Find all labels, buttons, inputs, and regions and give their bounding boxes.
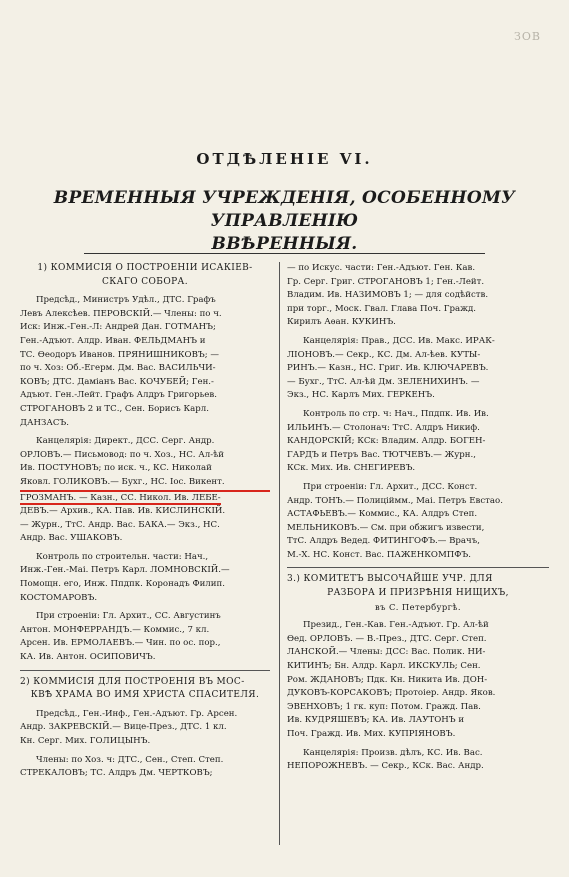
text-line: СТРОГАНОВЪ 2 и ТС., Сен. Борисъ Карл. — [20, 403, 209, 414]
text-line: МЕЛЬНИКОВЪ.— См. при обжигъ извести, — [287, 522, 485, 533]
text-line: Левъ Алексѣев. ПЕРОВСКІЙ.— Члены: по ч. — [20, 308, 222, 319]
text-line: Арсен. Ив. ЕРМОЛАЕВЪ.— Чин. по ос. пор., — [20, 638, 221, 649]
heading-line: 1) КОММИСІЯ О ПОСТРОЕНІИ ИСАКІЕВ- — [37, 263, 253, 273]
paragraph-control-2 — [287, 408, 549, 476]
text-line: — Журн., ТтС. Андр. Вас. БАКА.— Экз., НС. — [20, 519, 220, 530]
text-line: Предсѣд., Министръ Удѣл., ДТС. Графъ — [36, 295, 216, 306]
main-title — [30, 187, 539, 256]
text-line: ИЛЬИНЪ.— Столонач: ТтС. Алдръ Никиф. — [287, 422, 480, 433]
text-line: КОСТОМАРОВЪ. — [20, 592, 98, 603]
text-line: — по Искус. части: Ген.-Адъют. Ген. Кав. — [287, 263, 476, 273]
text-line: Помощн. его, Инж. Ппдпк. Коронадъ Филип. — [20, 579, 225, 590]
text-line: Поч. Гражд. Ив. Мих. КУПРІЯНОВЪ. — [287, 729, 456, 739]
text-line: Презид., Ген.-Кав. Ген.-Адъют. Гр. Ал-ѣй — [303, 620, 489, 631]
heading-subline: въ С. Петербургѣ. — [375, 601, 461, 612]
text-line: Предсѣд., Ген.-Инф., Ген.-Адъют. Гр. Арсен. — [36, 708, 238, 719]
section-rule — [20, 670, 270, 671]
text-line: КА. Ив. Антон. ОСИПОВИЧЪ. — [20, 652, 156, 663]
text-line: Кирилъ Аѳан. КУКИНЪ. — [287, 317, 396, 328]
text-line: Андр. ТОНЪ.— Полиціймм., Маі. Петръ Евстао. — [287, 495, 503, 506]
text-line: Ѳед. ОРЛОВЪ. — В.-През., ДТС. Серг. Степ. — [287, 633, 487, 644]
page-number: ЗОВ — [514, 30, 541, 43]
paragraph-members-2 — [20, 754, 270, 781]
text-line: Ив. КУДРЯШЕВЪ; КА. Ив. ЛАУТОНЪ и — [287, 715, 465, 726]
text-line: Ром. ЖДАНОВЪ; Пдк. Кн. Никита Ив. ДОН- — [287, 674, 488, 685]
text-line: Канцелярія: Прав., ДСС. Ив. Макс. ИРАК- — [303, 335, 495, 346]
paragraph-committee-members — [287, 619, 549, 741]
text-line: Андр. Вас. УШАКОВЪ. — [20, 533, 123, 544]
text-line: ДАНЗАСЪ. — [20, 417, 69, 428]
text-line: КСк. Мих. Ив. СНЕГИРЕВЪ. — [287, 463, 416, 474]
text-line: Иск: Инж.-Ген.-Л: Андрей Дан. ГОТМАНЪ; — [20, 322, 216, 333]
paragraph-art-part — [287, 262, 549, 330]
text-line: — Бухг., ТтС. Ал-ѣй Дм. ЗЕЛЕНИХИНЪ. — — [287, 376, 480, 387]
text-line: Антон. МОНФЕРРАНДЪ.— Коммис., 7 кл. — [20, 624, 210, 635]
text-line: Гр. Серг. Григ. СТРОГАНОВЪ 1; Ген.-Лейт. — [287, 276, 485, 287]
column-divider — [279, 262, 280, 845]
text-line: ГАРДЪ и Петръ Вас. ТЮТЧЕВЪ.— Журн., — [287, 449, 476, 460]
text-line: Кн. Серг. Мих. ГОЛИЦЫНЪ. — [20, 736, 151, 746]
text-line: ЭВЕНХОВЪ; 1 гк. куп: Потом. Гражд. Пав. — [287, 701, 481, 712]
paragraph-chancellery — [20, 435, 270, 546]
text-line: КОВЪ; ДТС. Даміанъ Вас. КОЧУБЕЙ; Ген.- — [20, 376, 214, 387]
text-line: Канцелярія: Произв. дѣлъ, КС. Ив. Вас. — [303, 747, 483, 758]
text-line: Андр. ЗАКРЕВСКІЙ.— Вице-През., ДТС. 1 кл. — [20, 722, 227, 733]
text-line: ДУКОВЪ-КОРСАКОВЪ; Протоіер. Андр. Яков. — [287, 688, 496, 699]
text-line: Ив. ПОСТУНОВЪ; по иск. ч., КС. Николай — [20, 463, 212, 474]
text-line: КАНДОРСКІЙ; КСк: Владим. Алдр. БОГЕН- — [287, 436, 486, 447]
heading-line: 3.) КОМИТЕТЪ ВЫСОЧАЙШЕ УЧР. ДЛЯ — [287, 574, 493, 585]
left-column — [20, 262, 270, 781]
text-line: Владим. Ив. НАЗИМОВЪ 1; — для содѣйств. — [287, 290, 489, 301]
text-line: АСТАФЬЕВЪ.— Коммис., КА. Алдръ Степ. — [287, 509, 478, 520]
commission-1-heading — [20, 262, 270, 289]
text-line: НЕПОРОЖНЕВЪ. — Секр., КСк. Вас. Андр. — [287, 761, 484, 772]
paragraph-construction-2 — [287, 481, 549, 563]
heading-line: 2) КОММИСІЯ ДЛЯ ПОСТРОЕНІЯ ВЪ МОС- — [20, 676, 245, 687]
underlined-line-grozman — [20, 492, 270, 506]
text-line: КИТИНЪ; Бн. Алдр. Карл. ИКСКУЛЬ; Сен. — [287, 661, 481, 672]
text-line: ТтС. Алдръ Ведед. ФИТИНГОФЪ.— Врачъ, — [287, 536, 480, 547]
section-rule — [287, 567, 549, 568]
heading-line: РАЗБОРА И ПРИЗРѢНІЯ НИЩИХЪ, — [327, 588, 509, 599]
text-line: РИНЪ.— Казн., НС. Григ. Ив. КЛЮЧАРЕВЪ. — [287, 363, 489, 374]
text-line: ЛАНСКОЙ.— Члены: ДСС: Вас. Полик. НИ- — [287, 647, 486, 658]
highlight-grozman: ГРОЗМАНЪ. — Казн., СС. Никол. Ив. ЛЕБЕ- — [20, 492, 221, 503]
paragraph-construction — [20, 610, 270, 664]
heading-line: СКАГО СОБОРА. — [101, 276, 189, 287]
text-line: по ч. Хоз: Об.-Егерм. Дм. Вас. ВАСИЛЬЧИ- — [20, 363, 216, 374]
paragraph-chair — [20, 294, 270, 430]
text-line: Адъют. Ген.-Лейт. Графъ Алдръ Григорьев. — [20, 390, 217, 401]
section-title: ОТДѢЛЕНІЕ VI. — [196, 150, 373, 168]
text-line: ДЕВЪ.— Архив., КА. Пав. Ив. КИСЛИНСКІЙ. — [20, 506, 226, 517]
main-title-line1: ВРЕМЕННЫЯ УЧРЕЖДЕНІЯ, ОСОБЕННОМУ УПРАВЛЕНІЮ — [53, 188, 516, 231]
text-line: Канцелярія: Директ., ДСС. Серг. Андр. — [36, 436, 215, 447]
paragraph-chancellery-2 — [287, 335, 549, 403]
text-line: Члены: по Хоз. ч: ДТС., Сен., Степ. Степ. — [36, 754, 224, 765]
text-line: Контроль по стр. ч: Нач., Ппдпк. Ив. Ив. — [303, 408, 489, 419]
main-title-line2: ВВѢРЕННЫЯ. — [211, 234, 358, 254]
text-line: ТС. Ѳеодоръ Иванов. ПРЯНИШНИКОВЪ; — — [20, 349, 219, 360]
right-column — [287, 262, 549, 774]
paragraph-control — [20, 551, 270, 605]
text-line: Экз., НС. Карлъ Мих. ГЕРКЕНЪ. — [287, 390, 435, 401]
text-line: Ген.-Адъют. Алдр. Иван. ФЕЛЬДМАНЪ и — [20, 335, 206, 346]
paragraph-committee-chancellery — [287, 747, 549, 774]
text-line: ЛІОНОВЪ.— Секр., КС. Дм. Ал-ѣев. КУТЫ- — [287, 349, 481, 360]
commission-2-heading — [20, 676, 270, 703]
title-rule — [84, 253, 485, 254]
text-line: ОРЛОВЪ.— Письмовод: по ч. Хоз., НС. Ал-ѣй — [20, 449, 225, 460]
text-line: При строеніи: Гл. Архит., ДСС. Конст. — [303, 481, 478, 492]
underlined-line: Яковл. ГОЛИКОВЪ.— Бухг., НС. Іос. Викент. — [20, 476, 270, 492]
text-line: СТРЕКАЛОВЪ; ТС. Алдръ Дм. ЧЕРТКОВЪ; — [20, 768, 213, 779]
text-line: М.-Х. НС. Конст. Вас. ПАЖЕНКОМПФЪ. — [287, 549, 471, 560]
text-line: При строеніи: Гл. Архит., СС. Августинъ — [36, 611, 221, 622]
text-line: при торг., Моск. Гвал. Глава Поч. Гражд. — [287, 303, 477, 314]
text-line: Контроль по строительн. части: Нач., — [36, 551, 209, 562]
heading-line: КВѢ ХРАМА ВО ИМЯ ХРИСТА СПАСИТЕЛЯ. — [30, 690, 260, 701]
text-line: Инж.-Ген.-Маі. Петръ Карл. ЛОМНОВСКІЙ.— — [20, 565, 230, 576]
paragraph-chair-2 — [20, 708, 270, 749]
committee-3-heading — [287, 573, 549, 614]
